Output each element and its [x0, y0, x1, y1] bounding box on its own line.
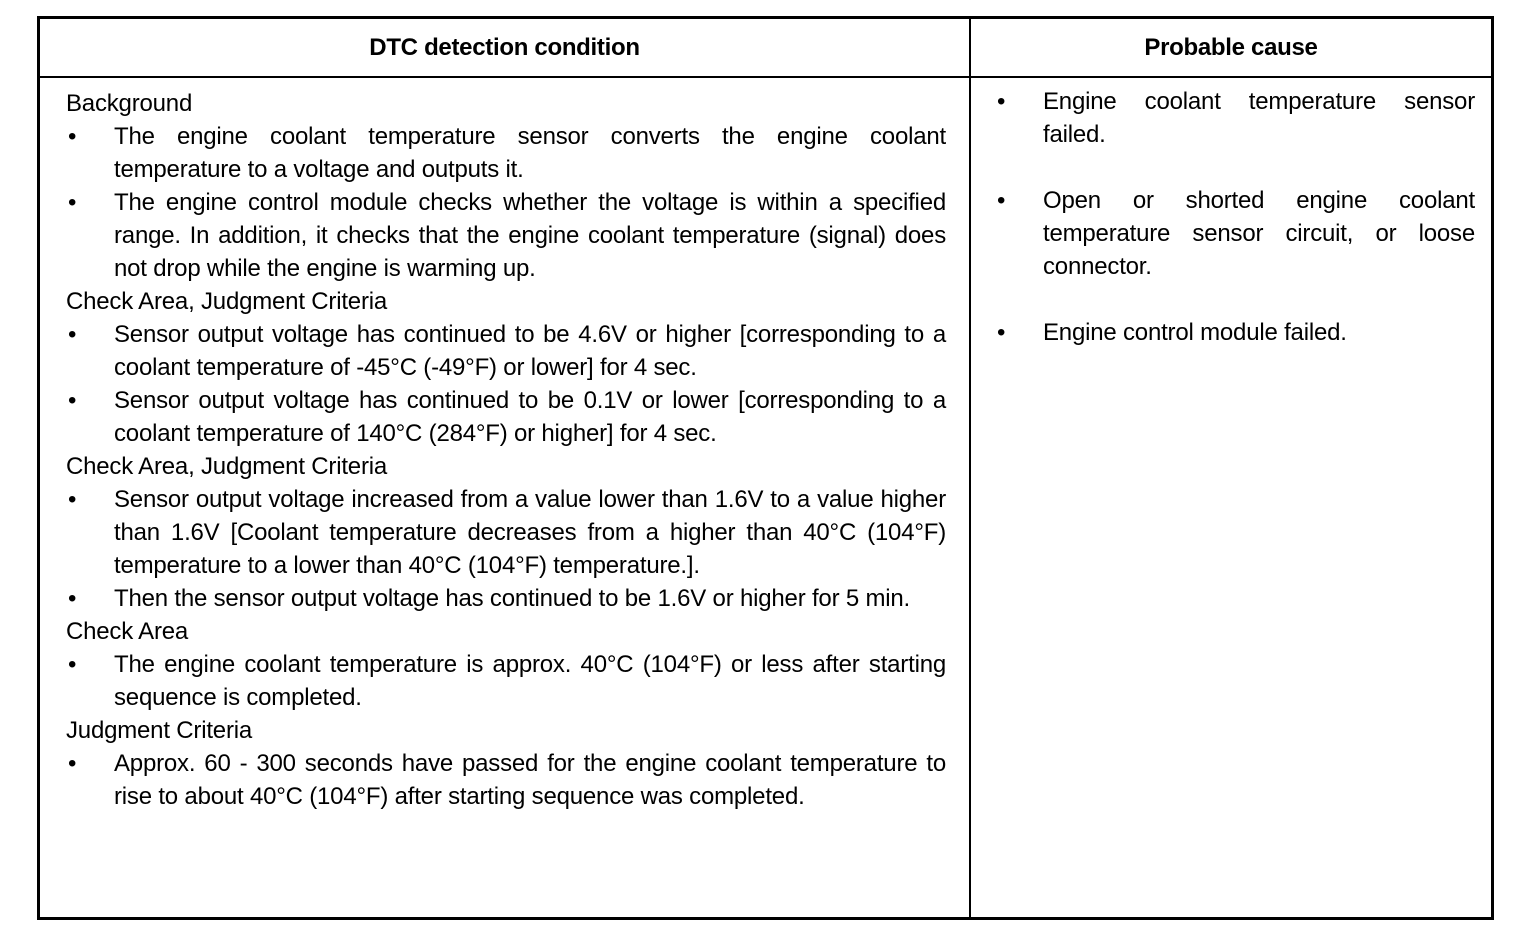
probable-cause-cell [995, 85, 1475, 382]
section-heading: Background [66, 90, 193, 117]
section-heading: Judgment Criteria [66, 717, 253, 744]
list-item-text: Sensor output voltage increased from a value lower than 1.6V to a value higher than 1.6V [Coolant temperature decreases from a higher than 40°C (104°F) temperature to a lower than 40°C (104°F) temperature.]. [114, 486, 946, 579]
list-item [995, 316, 1475, 349]
bullet-icon: • [68, 585, 77, 612]
dtc-table [37, 16, 1494, 920]
list-item-text: Then the sensor output voltage has continued to be 1.6V or higher for 5 min. [114, 585, 910, 612]
column-divider [969, 19, 971, 917]
section-check-area-judgment-2 [66, 450, 946, 615]
bullet-icon: • [68, 321, 77, 348]
list-item [66, 648, 946, 714]
bullet-list [66, 483, 946, 615]
list-item [66, 186, 946, 285]
bullet-icon: • [68, 189, 77, 216]
cause-list [995, 85, 1475, 349]
list-item-text: Approx. 60 - 300 seconds have passed for the engine coolant temperature to rise to about 40°C (104°F) after starting sequence was completed. [114, 750, 946, 810]
section-heading: Check Area, Judgment Criteria [66, 453, 388, 480]
list-item-text: Sensor output voltage has continued to be 4.6V or higher [corresponding to a coolant temperature of -45°C (-49°F) or lower] for 4 sec. [114, 321, 946, 381]
cause-text: Engine coolant temperature sensor failed. [1043, 88, 1475, 148]
bullet-icon: • [997, 319, 1006, 346]
bullet-list [66, 747, 946, 813]
list-item [66, 120, 946, 186]
cause-text: Engine control module failed. [1043, 319, 1347, 346]
bullet-icon: • [997, 88, 1006, 115]
list-item [66, 582, 946, 615]
bullet-list [66, 318, 946, 450]
bullet-icon: • [68, 387, 77, 414]
bullet-icon: • [68, 750, 77, 777]
list-item [66, 384, 946, 450]
bullet-list [66, 648, 946, 714]
list-item-text: The engine coolant temperature sensor converts the engine coolant temperature to a voltage and outputs it. [114, 123, 946, 183]
header-dtc-detection-condition: DTC detection condition [369, 33, 640, 61]
list-item-text: The engine control module checks whether the voltage is within a specified range. In addition, it checks that the engine coolant temperature (signal) does not drop while the engine is warming up. [114, 189, 946, 282]
detection-condition-cell [66, 87, 946, 813]
header-probable-cause: Probable cause [1144, 33, 1318, 61]
section-heading: Check Area [66, 618, 189, 645]
list-item [66, 318, 946, 384]
list-item [66, 483, 946, 582]
bullet-icon: • [68, 651, 77, 678]
section-judgment-criteria [66, 714, 946, 813]
cause-text: Open or shorted engine coolant temperature sensor circuit, or loose connector. [1043, 187, 1475, 280]
table-header-row [40, 19, 1491, 78]
section-check-area-judgment-1 [66, 285, 946, 450]
bullet-icon: • [68, 486, 77, 513]
list-item [995, 184, 1475, 283]
list-item [995, 85, 1475, 151]
bullet-icon: • [68, 123, 77, 150]
section-check-area [66, 615, 946, 714]
section-background [66, 87, 946, 285]
list-item-text: Sensor output voltage has continued to be 0.1V or lower [corresponding to a coolant temperature of 140°C (284°F) or higher] for 4 sec. [114, 387, 946, 447]
bullet-list [66, 120, 946, 285]
bullet-icon: • [997, 187, 1006, 214]
list-item [66, 747, 946, 813]
section-heading: Check Area, Judgment Criteria [66, 288, 388, 315]
list-item-text: The engine coolant temperature is approx. 40°C (104°F) or less after starting sequence is completed. [114, 651, 946, 711]
